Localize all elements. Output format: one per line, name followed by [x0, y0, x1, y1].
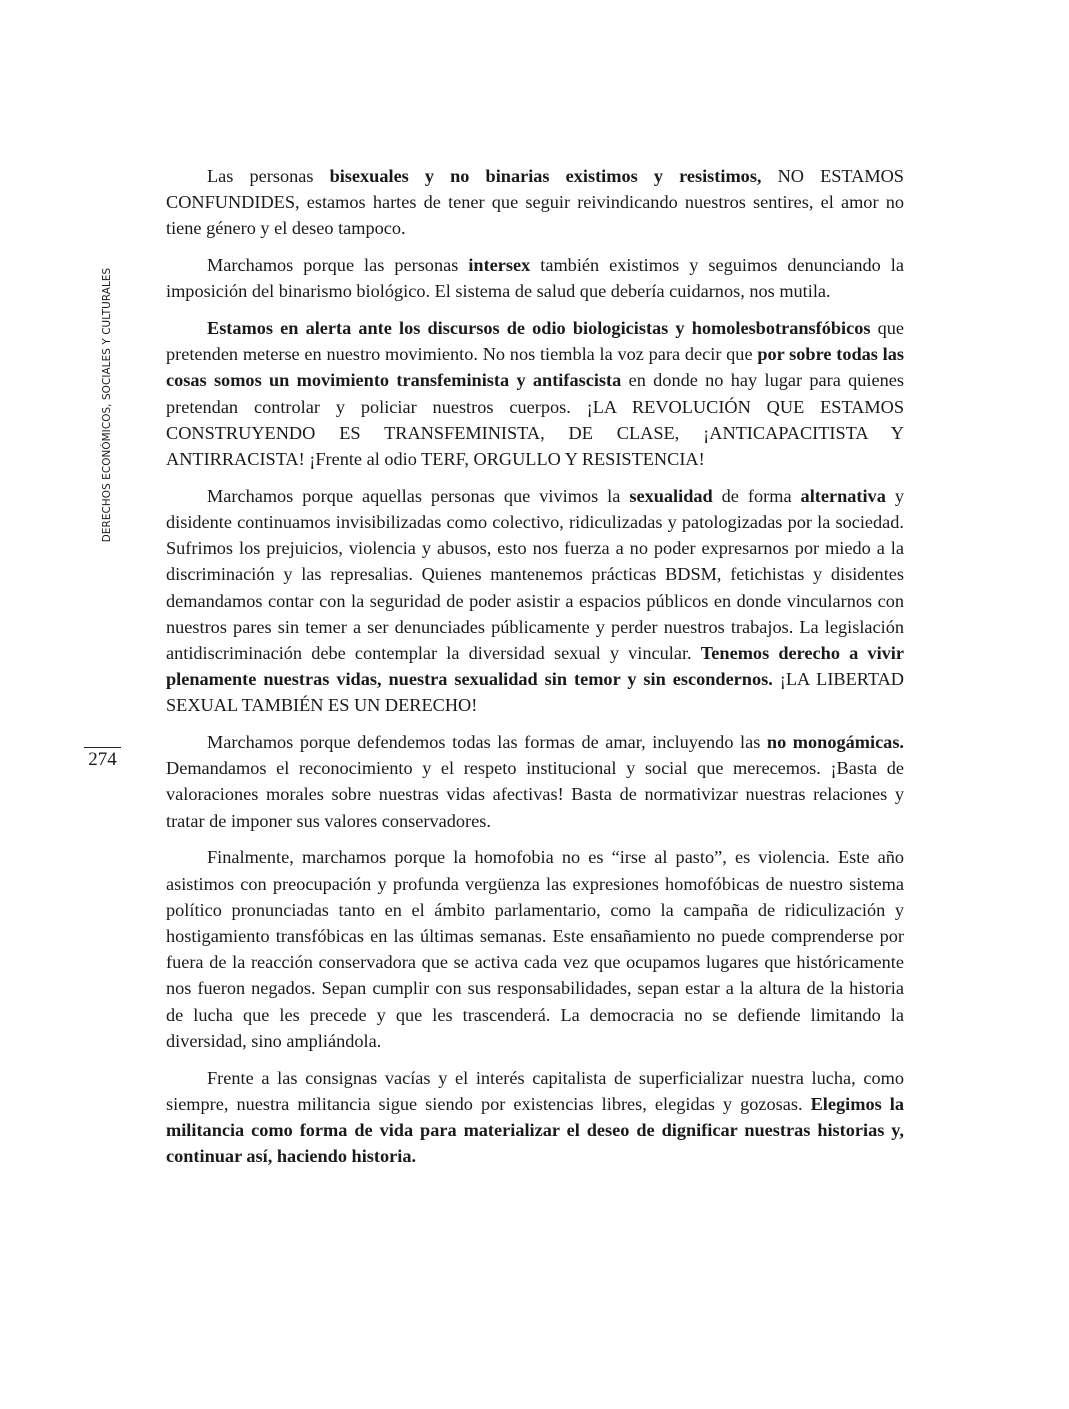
paragraph [166, 1065, 904, 1170]
bold-text-run: intersex [468, 255, 531, 276]
text-run: también existimos y seguimos denunciando la imposición del binarismo biológico. El sistema de salud que debería cuidarnos, nos mutila. [166, 255, 904, 302]
bold-text-run: bisexuales y no binarias existimos y resistimos, [329, 166, 762, 186]
bold-text-run: por sobre todas las cosas somos un movimiento transfeminista y antifascista [166, 344, 905, 391]
page-number: 274 [88, 749, 117, 770]
text-run: Marchamos porque defendemos todas las formas de amar, incluyendo las [207, 732, 767, 753]
text-run: Marchamos porque aquellas personas que vivimos la [207, 485, 630, 506]
body-text [166, 163, 904, 1180]
text-run: Frente a las consignas vacías y el interés capitalista de superficializar nuestra lucha, como siempre, nuestra militancia sigue siendo por existencias libres, elegidas y gozosas. [166, 1067, 904, 1114]
bold-text-run: Elegimos la militancia como forma de vida para materializar el deseo de dignificar nuestras historias y, continuar así, haciendo historia. [166, 1093, 904, 1167]
text-run: Marchamos porque las personas [207, 255, 469, 276]
paragraph [166, 252, 904, 304]
text-run: Finalmente, marchamos porque la homofobia no es “irse al pasto”, es violencia. Este año asistimos con preocupación y profunda vergüenza las expresiones homofóbicas de nuestro sistema político pronunciadas tanto en el ámbito parlamentario, como la campaña de ridiculización y hostigamiento transfóbicas en las últimas semanas. Este ensañamiento no puede comprenderse por fuera de la reacción conservadora que se activa cada vez que ocupamos lugares que históricamente nos fueron negados. Sepan cumplir con sus responsabilidades, sepan estar a la altura de la historia de lucha que les precede y que les trascenderá. La democracia no se defiende limitando la diversidad, sino ampliándola. [166, 847, 904, 1051]
bold-text-run: sexualidad [629, 485, 713, 506]
folio-rule [84, 747, 121, 748]
paragraph [166, 483, 904, 719]
bold-text-run: no monogámicas. [766, 732, 905, 753]
text-run: Demandamos el reconocimiento y el respeto institucional y social que merecemos. ¡Basta de valoraciones morales sobre nuestras vidas afectivas! Basta de normativizar nuestras relaciones y tratar de imponer sus valores conservadores. [166, 758, 904, 831]
text-run: que pretenden meterse en nuestro movimiento. No nos tiembla la voz para decir que [166, 318, 904, 365]
bold-text-run: alternativa [800, 485, 886, 506]
running-head-text: DERECHOS ECONÓMICOS, SOCIALES Y CULTURALES [101, 267, 113, 543]
text-run: de forma [712, 485, 801, 506]
text-run: y disidente continuamos invisibilizadas como colectivo, ridiculizadas y patologizadas por la sociedad. Sufrimos los prejuicios, violencia y abusos, esto nos fuerza a no poder expresarnos por miedo a la discriminación y las represalias. Quienes mantenemos prácticas BDSM, fetichistas y disidentes demandamos contar con la seguridad de poder asistir a espacios públicos en donde vincularnos con nuestros pares sin temer a ser denunciades públicamente y perder nuestros trabajos. La legislación antidiscriminación debe contemplar la diversidad sexual y vincular. [166, 485, 904, 663]
text-run: ¡LA LIBERTAD SEXUAL TAMBIÉN ES UN DERECHO! [166, 669, 904, 716]
paragraph [166, 163, 904, 242]
bold-text-run: Estamos en alerta ante los discursos de odio biologicistas y homolesbotransfóbicos [207, 318, 871, 339]
running-head [99, 245, 115, 565]
text-run: Las personas [207, 166, 330, 186]
text-run: en donde no hay lugar para quienes pretendan controlar y policiar nuestros cuerpos. ¡LA REVOLUCIÓN QUE ESTAMOS CONSTRUYENDO ES TRANSFEMINISTA, DE CLASE, ¡ANTICAPACITISTA Y ANTIRRACISTA! ¡Frente al odio TERF, ORGULLO Y RESISTENCIA! [166, 370, 904, 470]
bold-text-run: Tenemos derecho a vivir plenamente nuestras vidas, nuestra sexualidad sin temor y sin escondernos. [166, 642, 904, 690]
paragraph [166, 729, 904, 834]
paragraph [166, 844, 904, 1054]
paragraph [166, 315, 904, 472]
text-run: NO ESTAMOS CONFUNDIDES, estamos hartes de tener que seguir reivindicando nuestros sentires, el amor no tiene género y el deseo tampoco. [166, 166, 904, 239]
